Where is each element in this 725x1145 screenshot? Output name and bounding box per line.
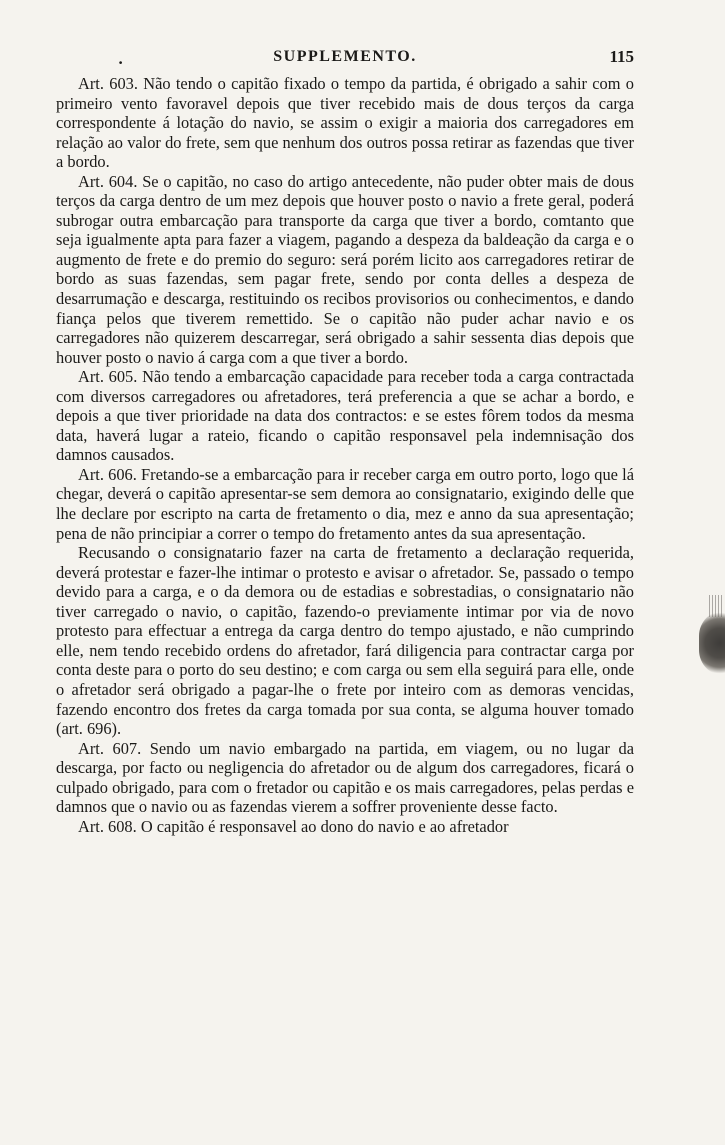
article-608: Art. 608. O capitão é responsavel ao dono do navio e ao afretador (78, 816, 509, 836)
article-605: Art. 605. Não tendo a embarcação capacidade para receber toda a carga contractada com diversos carregadores ou afretadores, terá preferencia a que se achar a bordo, e depois a que tiver prioridade na data dos contractos: e se estes fôrem todos da mesma data, haverá lugar a rateio, ficando o capitão responsavel pela indemnisação dos damnos causados. (56, 367, 634, 465)
page-header (56, 48, 634, 72)
article-607: Art. 607. Sendo um navio embargado na partida, em viagem, ou no lugar da descarga, por facto ou negligencia do afretador ou de algum dos carregadores, ficará o culpado obrigado, para com o fretador ou capitão e os mais carregadores, pelas perdas e damnos que o navio ou as fazendas vierem a soffrer proveniente desse facto. (56, 738, 634, 817)
header-marker: . (118, 50, 124, 68)
article-603: Art. 603. Não tendo o capitão fixado o tempo da partida, é obrigado a sahir com o primeiro vento favoravel depois que tiver recebido mais de dous terços da carga correspondente á lotação do navio, se assim o exigir a maioria dos carregadores em relação ao valor do frete, sem que nenhum dos outros possa retirar as fazendas que tiver a bordo. (56, 74, 634, 172)
article-606: Art. 606. Fretando-se a embarcação para ir receber carga em outro porto, logo que lá chegar, deverá o capitão apresentar-se sem demora ao consignatario, exigindo delle que lhe declare por escripto na carta de fretamento o dia, mez e anno da sua apresentação; pena de não principiar a correr o tempo do fretamento antes da sua apresentação. (56, 464, 634, 543)
article-606-continuation: Recusando o consignatario fazer na carta de fretamento a declaração requerida, deverá protestar e fazer-lhe intimar o protesto e avisar o afretador. Se, passado o tempo devido para a carga, e o da demora ou de estadias e sobrestadias, o consignatario não tiver carregado o navio, o capitão, fazendo-o previamente intimar por via de novo protesto para effectuar a entrega da carga dentro do tempo ajustado, e não cumprindo elle, nem tendo recebido ordens do afretador, fará diligencia para contractar carga por conta deste para o porto do seu destino; e com carga ou sem ella seguirá para elle, onde o afretador será obrigado a pagar-lhe o frete por inteiro com as demoras vencidas, fazendo encontro dos fretes da carga tomada por sua conta, se alguma houver tomado (art. 696). (56, 543, 634, 739)
page-number: 115 (609, 47, 634, 66)
body-text (56, 74, 634, 836)
running-title: SUPPLEMENTO. (273, 48, 417, 65)
article-604: Art. 604. Se o capitão, no caso do artigo antecedente, não puder obter mais de dous terços da carga dentro de um mez depois que houver posto o navio a frete geral, poderá subrogar outra embarcação para transporte da carga que tiver a bordo, comtanto que seja igualmente apta para fazer a viagem, pagando a despeza da baldeação da carga e o augmento de frete e do premio do seguro: será porém licito aos carregadores retirar de bordo as suas fazendas, sem pagar frete, sendo por conta delles a despeza de desarrumação e descarga, restituindo os recibos provisorios ou conhecimentos, e dando fiança pelos que tiverem remettido. Se o capitão não puder achar navio e os carregadores não quizerem descarregar, será obrigado a sahir sessenta dias depois que houver posto o navio á carga com a que tiver a bordo. (56, 171, 634, 367)
binding-edge-mark (699, 610, 725, 676)
